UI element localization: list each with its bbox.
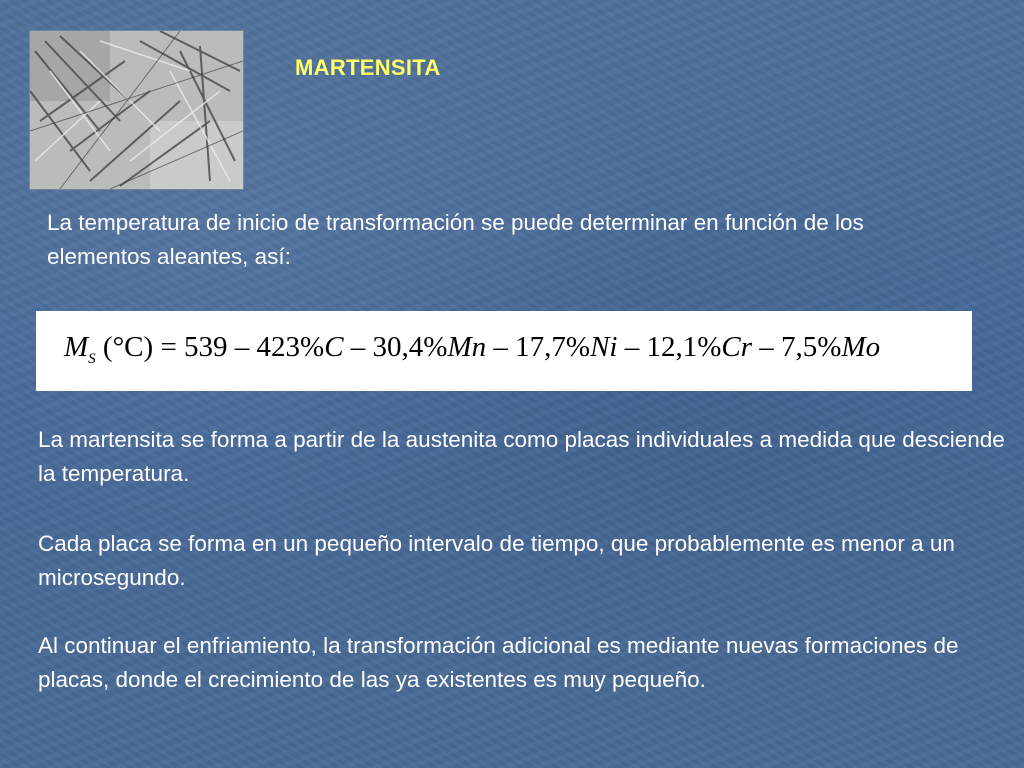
micrograph-graphic bbox=[30, 31, 243, 189]
intro-paragraph: La temperatura de inicio de transformación se puede determinar en función de los elementos aleantes, así: bbox=[47, 210, 864, 269]
eq-element-ni: Ni bbox=[590, 331, 618, 363]
eq-element-mn: Mn bbox=[447, 331, 487, 363]
eq-ms-subscript: S bbox=[88, 350, 96, 367]
eq-ms-symbol: M bbox=[64, 331, 89, 363]
eq-element-cr: Cr bbox=[721, 331, 753, 363]
eq-unit: (°C) bbox=[95, 331, 154, 363]
ms-temperature-equation bbox=[64, 331, 880, 368]
eq-coef-cr: – 12,1% bbox=[617, 331, 722, 363]
eq-coef-ni: – 17,7% bbox=[486, 331, 591, 363]
eq-coef-mn: – 30,4% bbox=[343, 331, 448, 363]
paragraph-plate-time: Cada placa se forma en un pequeño intervalo de tiempo, que probablemente es menor a un microsegundo. bbox=[38, 531, 955, 590]
eq-element-mo: Mo bbox=[841, 331, 881, 363]
equation-box bbox=[36, 311, 972, 391]
martensite-micrograph-image bbox=[29, 30, 244, 190]
eq-element-c: C bbox=[324, 331, 344, 363]
eq-coef-mo: – 7,5% bbox=[752, 331, 842, 363]
paragraph-cooling: Al continuar el enfriamiento, la transformación adicional es mediante nuevas formaciones de placas, donde el crecimiento de las ya existentes es muy pequeño. bbox=[38, 633, 959, 692]
slide-title: MARTENSITA bbox=[295, 55, 441, 80]
paragraph-formation: La martensita se forma a partir de la austenita como placas individuales a medida que desciende la temperatura. bbox=[38, 427, 1005, 486]
eq-constant: = 539 – 423% bbox=[153, 331, 325, 363]
